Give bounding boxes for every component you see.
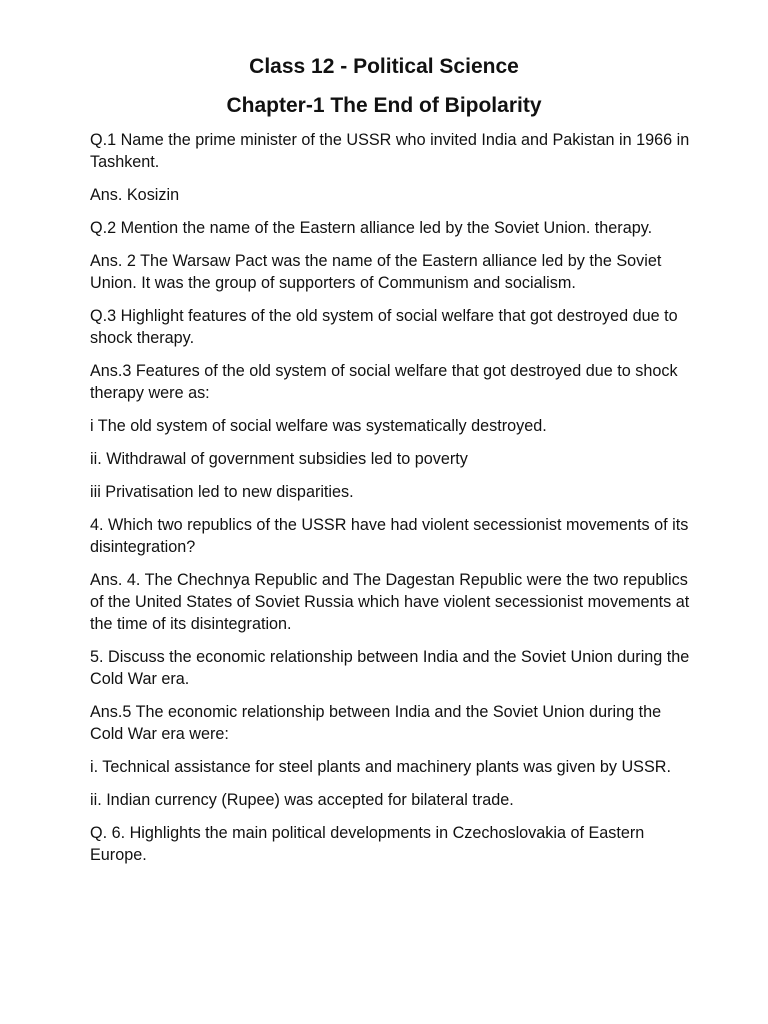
question-5: 5. Discuss the economic relationship between India and the Soviet Union during the Cold War era. [90, 648, 690, 688]
question-1: Q.1 Name the prime minister of the USSR who invited India and Pakistan in 1966 in Tashkent. [90, 131, 690, 171]
answer-2: Ans. 2 The Warsaw Pact was the name of the Eastern alliance led by the Soviet Union. It was the group of supporters of Communism and socialism. [90, 252, 662, 292]
answer-1: Ans. Kosizin [90, 186, 180, 204]
answer-4: Ans. 4. The Chechnya Republic and The Dagestan Republic were the two republics of the United States of Soviet Russia which have violent secessionist movements at the time of its disintegration. [90, 571, 690, 633]
question-2: Q.2 Mention the name of the Eastern alliance led by the Soviet Union. therapy. [90, 219, 653, 237]
question-3: Q.3 Highlight features of the old system of social welfare that got destroyed due to shock therapy. [90, 307, 678, 347]
answer-3-point-3: iii Privatisation led to new disparities. [90, 483, 354, 501]
answer-5-point-2: ii. Indian currency (Rupee) was accepted for bilateral trade. [90, 791, 514, 809]
answer-3: Ans.3 Features of the old system of social welfare that got destroyed due to shock therapy were as: [90, 362, 678, 402]
document-title: Class 12 - Political Science [249, 55, 519, 78]
chapter-title: Chapter-1 The End of Bipolarity [226, 94, 542, 117]
answer-3-point-2: ii. Withdrawal of government subsidies led to poverty [90, 450, 468, 468]
question-4: 4. Which two republics of the USSR have had violent secessionist movements of its disintegration? [90, 516, 689, 556]
answer-5: Ans.5 The economic relationship between India and the Soviet Union during the Cold War era were: [90, 703, 662, 743]
answer-3-point-1: i The old system of social welfare was systematically destroyed. [90, 417, 547, 435]
document-body [90, 129, 690, 877]
question-6: Q. 6. Highlights the main political developments in Czechoslovakia of Eastern Europe. [90, 824, 645, 864]
answer-5-point-1: i. Technical assistance for steel plants and machinery plants was given by USSR. [90, 758, 671, 776]
